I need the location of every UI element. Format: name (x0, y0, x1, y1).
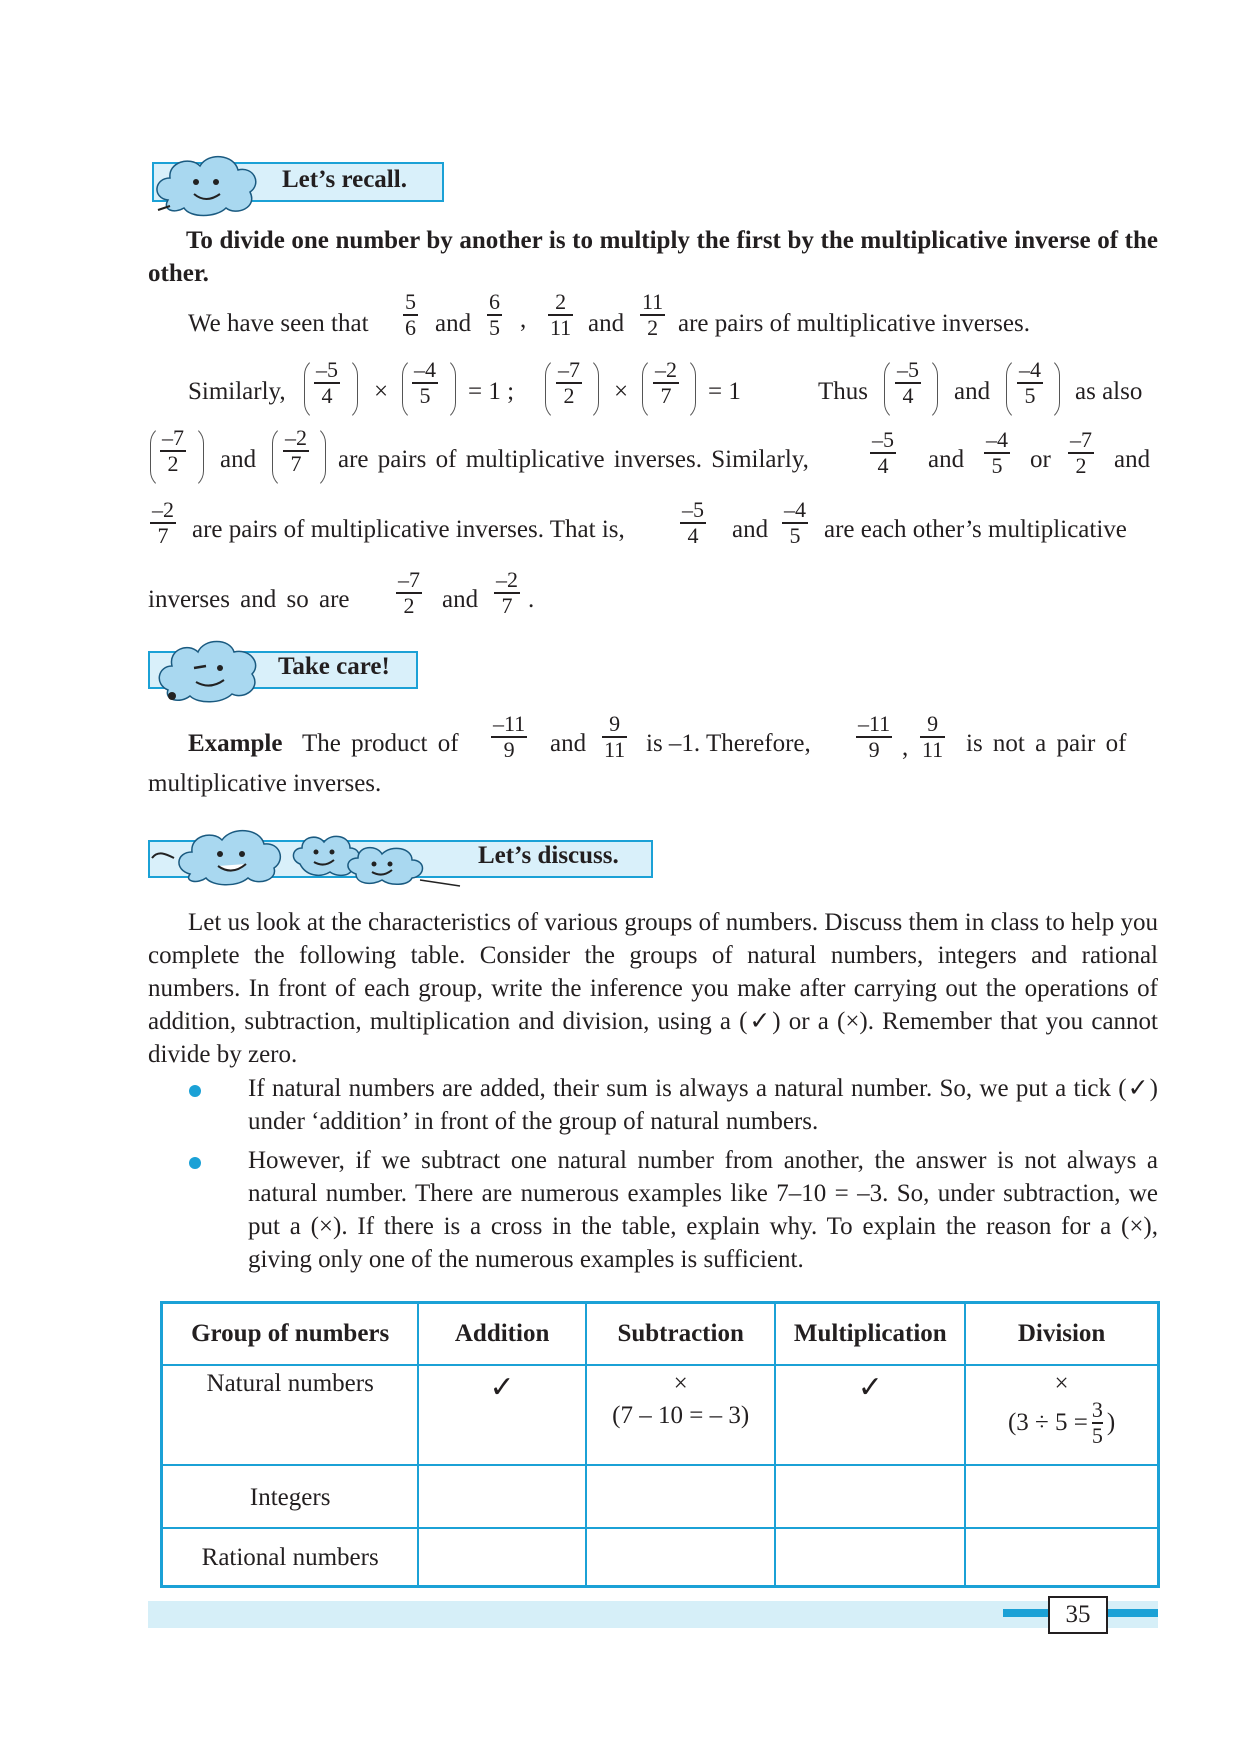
and-text: and (220, 446, 257, 473)
tick-icon: ✓ (857, 1371, 883, 1404)
equals-one-text: = 1 ; (468, 378, 515, 405)
smiling-cloud-icon (150, 148, 265, 220)
and-text: and (435, 310, 472, 337)
fraction-m2-7: –2 7 (285, 425, 307, 476)
subtraction-cell (586, 1365, 776, 1465)
page-number: 35 (1048, 1596, 1108, 1634)
each-others-text: are each other’s multiplicative (824, 516, 1127, 543)
header-addition: Addition (418, 1303, 586, 1366)
comma-text: , (902, 734, 909, 761)
tick-icon: ✓ (489, 1371, 515, 1404)
fraction-2-11: 2 11 (550, 289, 572, 340)
multiplication-cell (775, 1465, 965, 1528)
bullet-icon (189, 1157, 201, 1169)
example-label: Example (188, 730, 283, 757)
and-text: and (1114, 446, 1151, 473)
are-pairs-similarly-text: are pairs of multiplicative inverses. Similarly, (338, 446, 809, 473)
cross-icon: × (1054, 1370, 1069, 1397)
group-cell: Natural numbers (162, 1365, 419, 1465)
and-text: and (442, 586, 479, 613)
multiplication-cell (775, 1365, 965, 1465)
cross-icon: × (673, 1370, 688, 1397)
table-row (162, 1528, 1159, 1586)
example-text: is –1. Therefore, (646, 730, 811, 757)
times-text: × (374, 378, 389, 405)
inverses-so-are-text: inverses and so are (148, 586, 350, 613)
and-text: and (732, 516, 769, 543)
table-row (162, 1465, 1159, 1528)
example-text: The product of (302, 730, 459, 757)
division-cell (965, 1465, 1158, 1528)
are-pairs-text: are pairs of multiplicative inverses. (678, 310, 1030, 337)
table-row (162, 1365, 1159, 1465)
recall-title: Let’s recall. (282, 166, 407, 193)
fraction-9-11: 9 11 (922, 711, 944, 762)
comma-text: , (520, 306, 527, 333)
subtraction-cell (586, 1528, 776, 1586)
discuss-bullet: However, if we subtract one natural number from another, the answer is not always a natural number. There are numerous examples like 7–10 = –3. So, under subtraction, we put a (×). If there is a cross in the table, explain why. To explain the reason for a (×), giving only one of the numerous examples is sufficient. (248, 1147, 1158, 1273)
recall-seen-text: We have seen that (188, 310, 369, 337)
fraction-m5-4: –5 4 (316, 357, 338, 408)
discuss-title: Let’s discuss. (478, 842, 619, 869)
and-text: and (928, 446, 965, 473)
fraction-m5-4: –5 4 (872, 427, 894, 478)
and-text: and (588, 310, 625, 337)
header-multiplication: Multiplication (775, 1303, 965, 1366)
example-text: is not a pair of (966, 730, 1127, 757)
fraction-5-6: 5 6 (405, 289, 416, 340)
fraction-m4-5: –4 5 (986, 427, 1008, 478)
subtraction-note: (7 – 10 = – 3) (612, 1402, 750, 1429)
operations-table (160, 1301, 1160, 1588)
header-group: Group of numbers (162, 1303, 419, 1366)
division-note-close: ) (1106, 1408, 1116, 1436)
fraction-3-5: 3 5 (1091, 1397, 1103, 1448)
fraction-6-5: 6 5 (489, 289, 500, 340)
are-pairs-that-is-text: are pairs of multiplicative inverses. That is, (192, 516, 625, 543)
fraction-m2-7: –2 7 (655, 357, 677, 408)
thus-text: Thus (818, 378, 868, 405)
or-text: or (1030, 446, 1051, 473)
equals-one-text: = 1 (708, 378, 741, 405)
bullet-icon (189, 1085, 201, 1097)
addition-cell (418, 1528, 586, 1586)
fraction-9-11: 9 11 (604, 711, 626, 762)
similarly-text: Similarly, (188, 378, 286, 405)
group-cell: Integers (162, 1465, 419, 1528)
times-text: × (614, 378, 629, 405)
division-note: (3 ÷ 5 = (1007, 1408, 1088, 1436)
take-care-title: Take care! (278, 653, 390, 680)
discuss-intro: Let us look at the characteristics of various groups of numbers. Discuss them in class to help you complete the following table. Consider the groups of natural numbers, integers and rational numbers. In front of each group, write the inference you make after carrying out the operations of addition, subtraction, multiplication and division, using a (✓) or a (×). Remember that you cannot divide by zero. (148, 909, 1158, 1068)
fraction-m5-4: –5 4 (897, 357, 919, 408)
fraction-11-2: 11 2 (642, 289, 664, 340)
fraction-m7-2: –7 2 (398, 567, 420, 618)
header-subtraction: Subtraction (586, 1303, 776, 1366)
fraction-m11-9: –11 9 (493, 711, 526, 762)
as-also-text: as also (1075, 378, 1143, 405)
multiplication-cell (775, 1528, 965, 1586)
fraction-m7-2: –7 2 (558, 357, 580, 408)
fraction-m7-2: –7 2 (162, 425, 184, 476)
fraction-m4-5: –4 5 (784, 497, 806, 548)
addition-cell (418, 1365, 586, 1465)
period-text: . (528, 586, 535, 613)
fraction-m2-7: –2 7 (496, 567, 518, 618)
fraction-m2-7: –2 7 (152, 497, 174, 548)
addition-cell (418, 1465, 586, 1528)
division-cell (965, 1365, 1158, 1465)
fraction-m5-4: –5 4 (682, 497, 704, 548)
discuss-bullet: If natural numbers are added, their sum is always a natural number. So, we put a tick (✓) under ‘addition’ in front of the group of natural numbers. (248, 1075, 1158, 1135)
recall-rule: To divide one number by another is to multiply the first by the multiplicative inverse of the other. (148, 227, 1158, 287)
winking-cloud-icon (154, 632, 264, 708)
and-text: and (550, 730, 587, 757)
example-text: multiplicative inverses. (148, 770, 382, 797)
header-division: Division (965, 1303, 1158, 1366)
subtraction-cell (586, 1465, 776, 1528)
and-text: and (954, 378, 991, 405)
table-header-row (162, 1303, 1159, 1366)
fraction-m7-2: –7 2 (1070, 427, 1092, 478)
group-cell: Rational numbers (162, 1528, 419, 1586)
fraction-m4-5: –4 5 (1019, 357, 1041, 408)
fraction-m4-5: –4 5 (414, 357, 436, 408)
fraction-m11-9: –11 9 (858, 711, 891, 762)
cloud-group-icon (150, 814, 470, 888)
division-cell (965, 1528, 1158, 1586)
